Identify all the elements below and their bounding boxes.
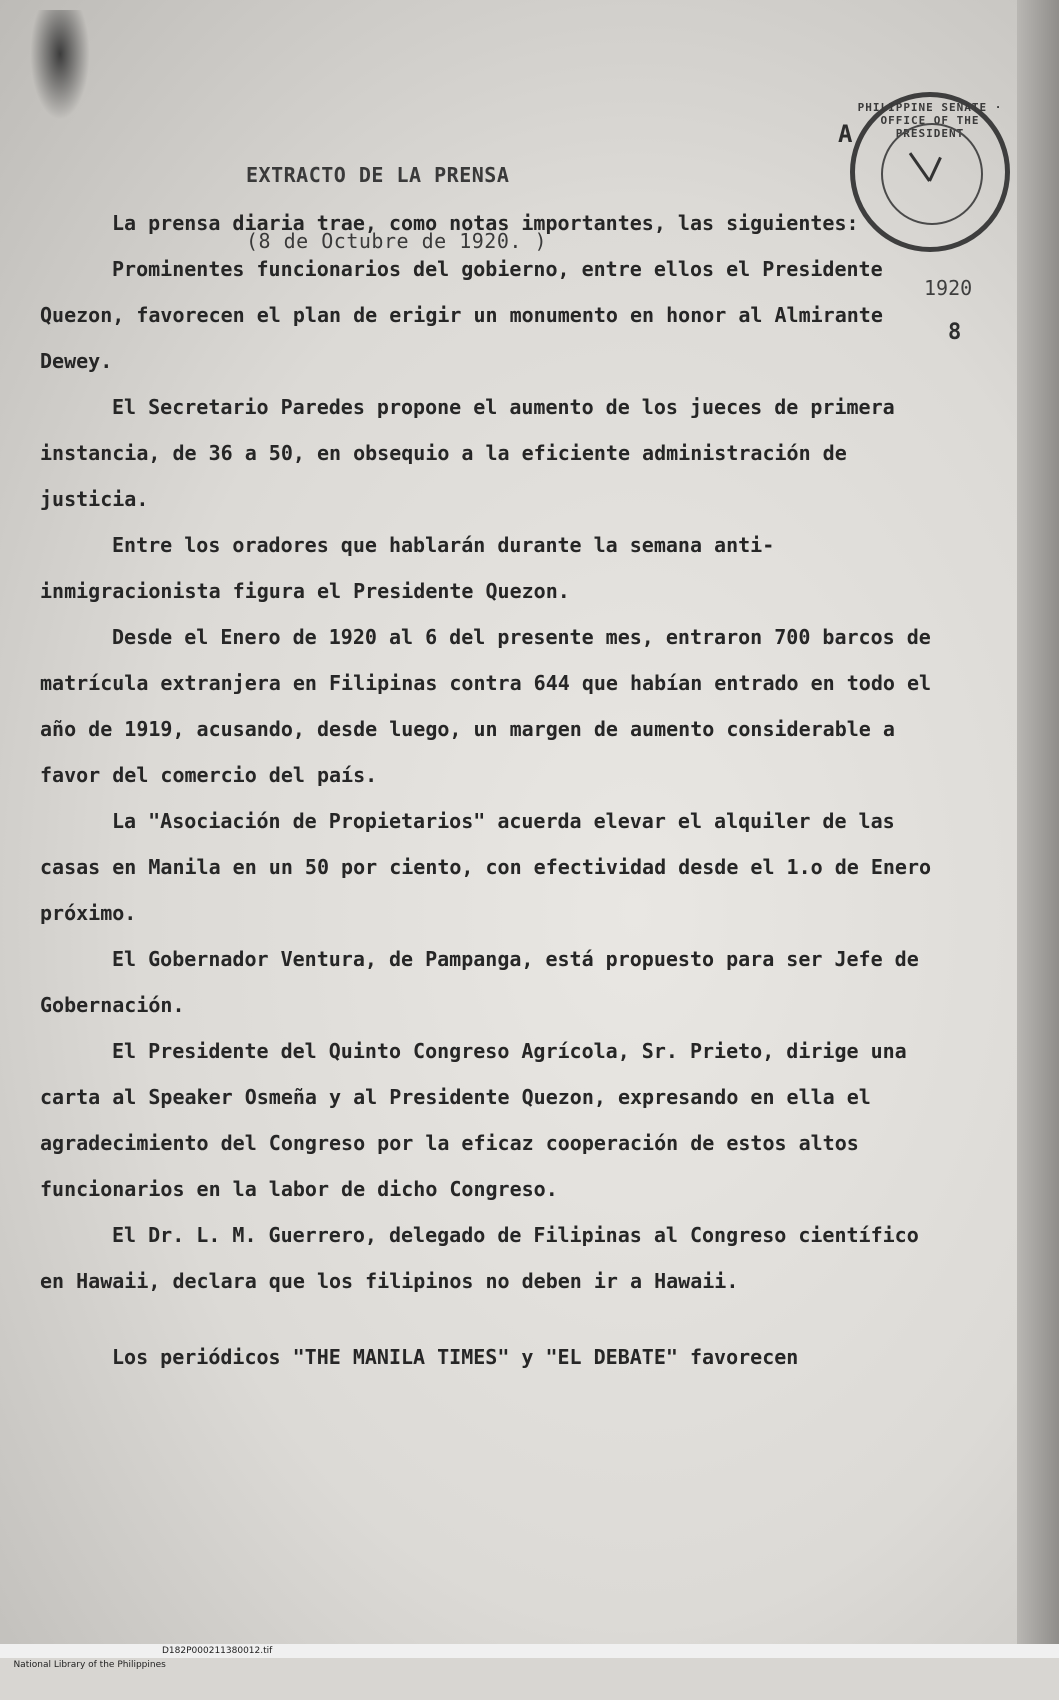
stamp-letter: A — [838, 120, 853, 148]
heading-title: EXTRACTO DE LA PRENSA — [246, 163, 510, 187]
heading-date: (8 de Octubre de 1920. ) — [246, 229, 547, 253]
footer-filename: D182P000211380012.tif — [162, 1646, 273, 1656]
page-edge-shadow — [1017, 0, 1059, 1658]
binding-mark — [30, 10, 90, 120]
stamp-ring-text: PHILIPPINE SENATE · OFFICE OF THE PRESIDENT — [857, 101, 1003, 140]
paragraph: Entre los oradores que hablarán durante la semana anti-inmigracionista figura el Presidente Quezon. — [40, 533, 775, 603]
stamp-day: 8 — [948, 320, 962, 345]
paragraph: Los periódicos "THE MANILA TIMES" y "EL DEBATE" favorecen — [112, 1345, 799, 1369]
paragraph: El Dr. L. M. Guerrero, delegado de Filipinas al Congreso científico en Hawaii, declara que los filipinos no deben ir a Hawaii. — [40, 1223, 919, 1293]
stamp-year: 1920 — [924, 276, 973, 300]
paragraph: El Presidente del Quinto Congreso Agrícola, Sr. Prieto, dirige una carta al Speaker Osmeña y al Presidente Quezon, expresando en ella el agradecimiento del Congreso por la eficaz cooperación de estos altos funcionarios en la labor de dicho Congreso. — [40, 1039, 907, 1201]
paragraph: Prominentes funcionarios del gobierno, entre ellos el Presidente Quezon, favorecen el plan de erigir un monumento en honor al Almirante Dewey. — [40, 257, 883, 373]
paragraph: La "Asociación de Propietarios" acuerda elevar el alquiler de las casas en Manila en un 50 por ciento, con efectividad desde el 1.o de Enero próximo. — [40, 809, 932, 925]
document-body — [40, 200, 940, 1380]
footer-library: National Library of the Philippines — [13, 1660, 166, 1670]
paragraph: El Secretario Paredes propone el aumento de los jueces de primera instancia, de 36 a 50, en obsequio a la eficiente administración de justicia. — [40, 395, 895, 511]
scan-footer — [0, 1644, 1059, 1670]
paragraph: La prensa diaria trae, como notas importantes, las siguientes: — [112, 211, 859, 235]
paragraph: El Gobernador Ventura, de Pampanga, está propuesto para ser Jefe de Gobernación. — [40, 947, 919, 1017]
paragraph: Desde el Enero de 1920 al 6 del presente mes, entraron 700 barcos de matrícula extranjera en Filipinas contra 644 que habían entrado en todo el año de 1919, acusando, desde luego, un margen de aumento considerable a favor del comercio del país. — [40, 625, 932, 787]
